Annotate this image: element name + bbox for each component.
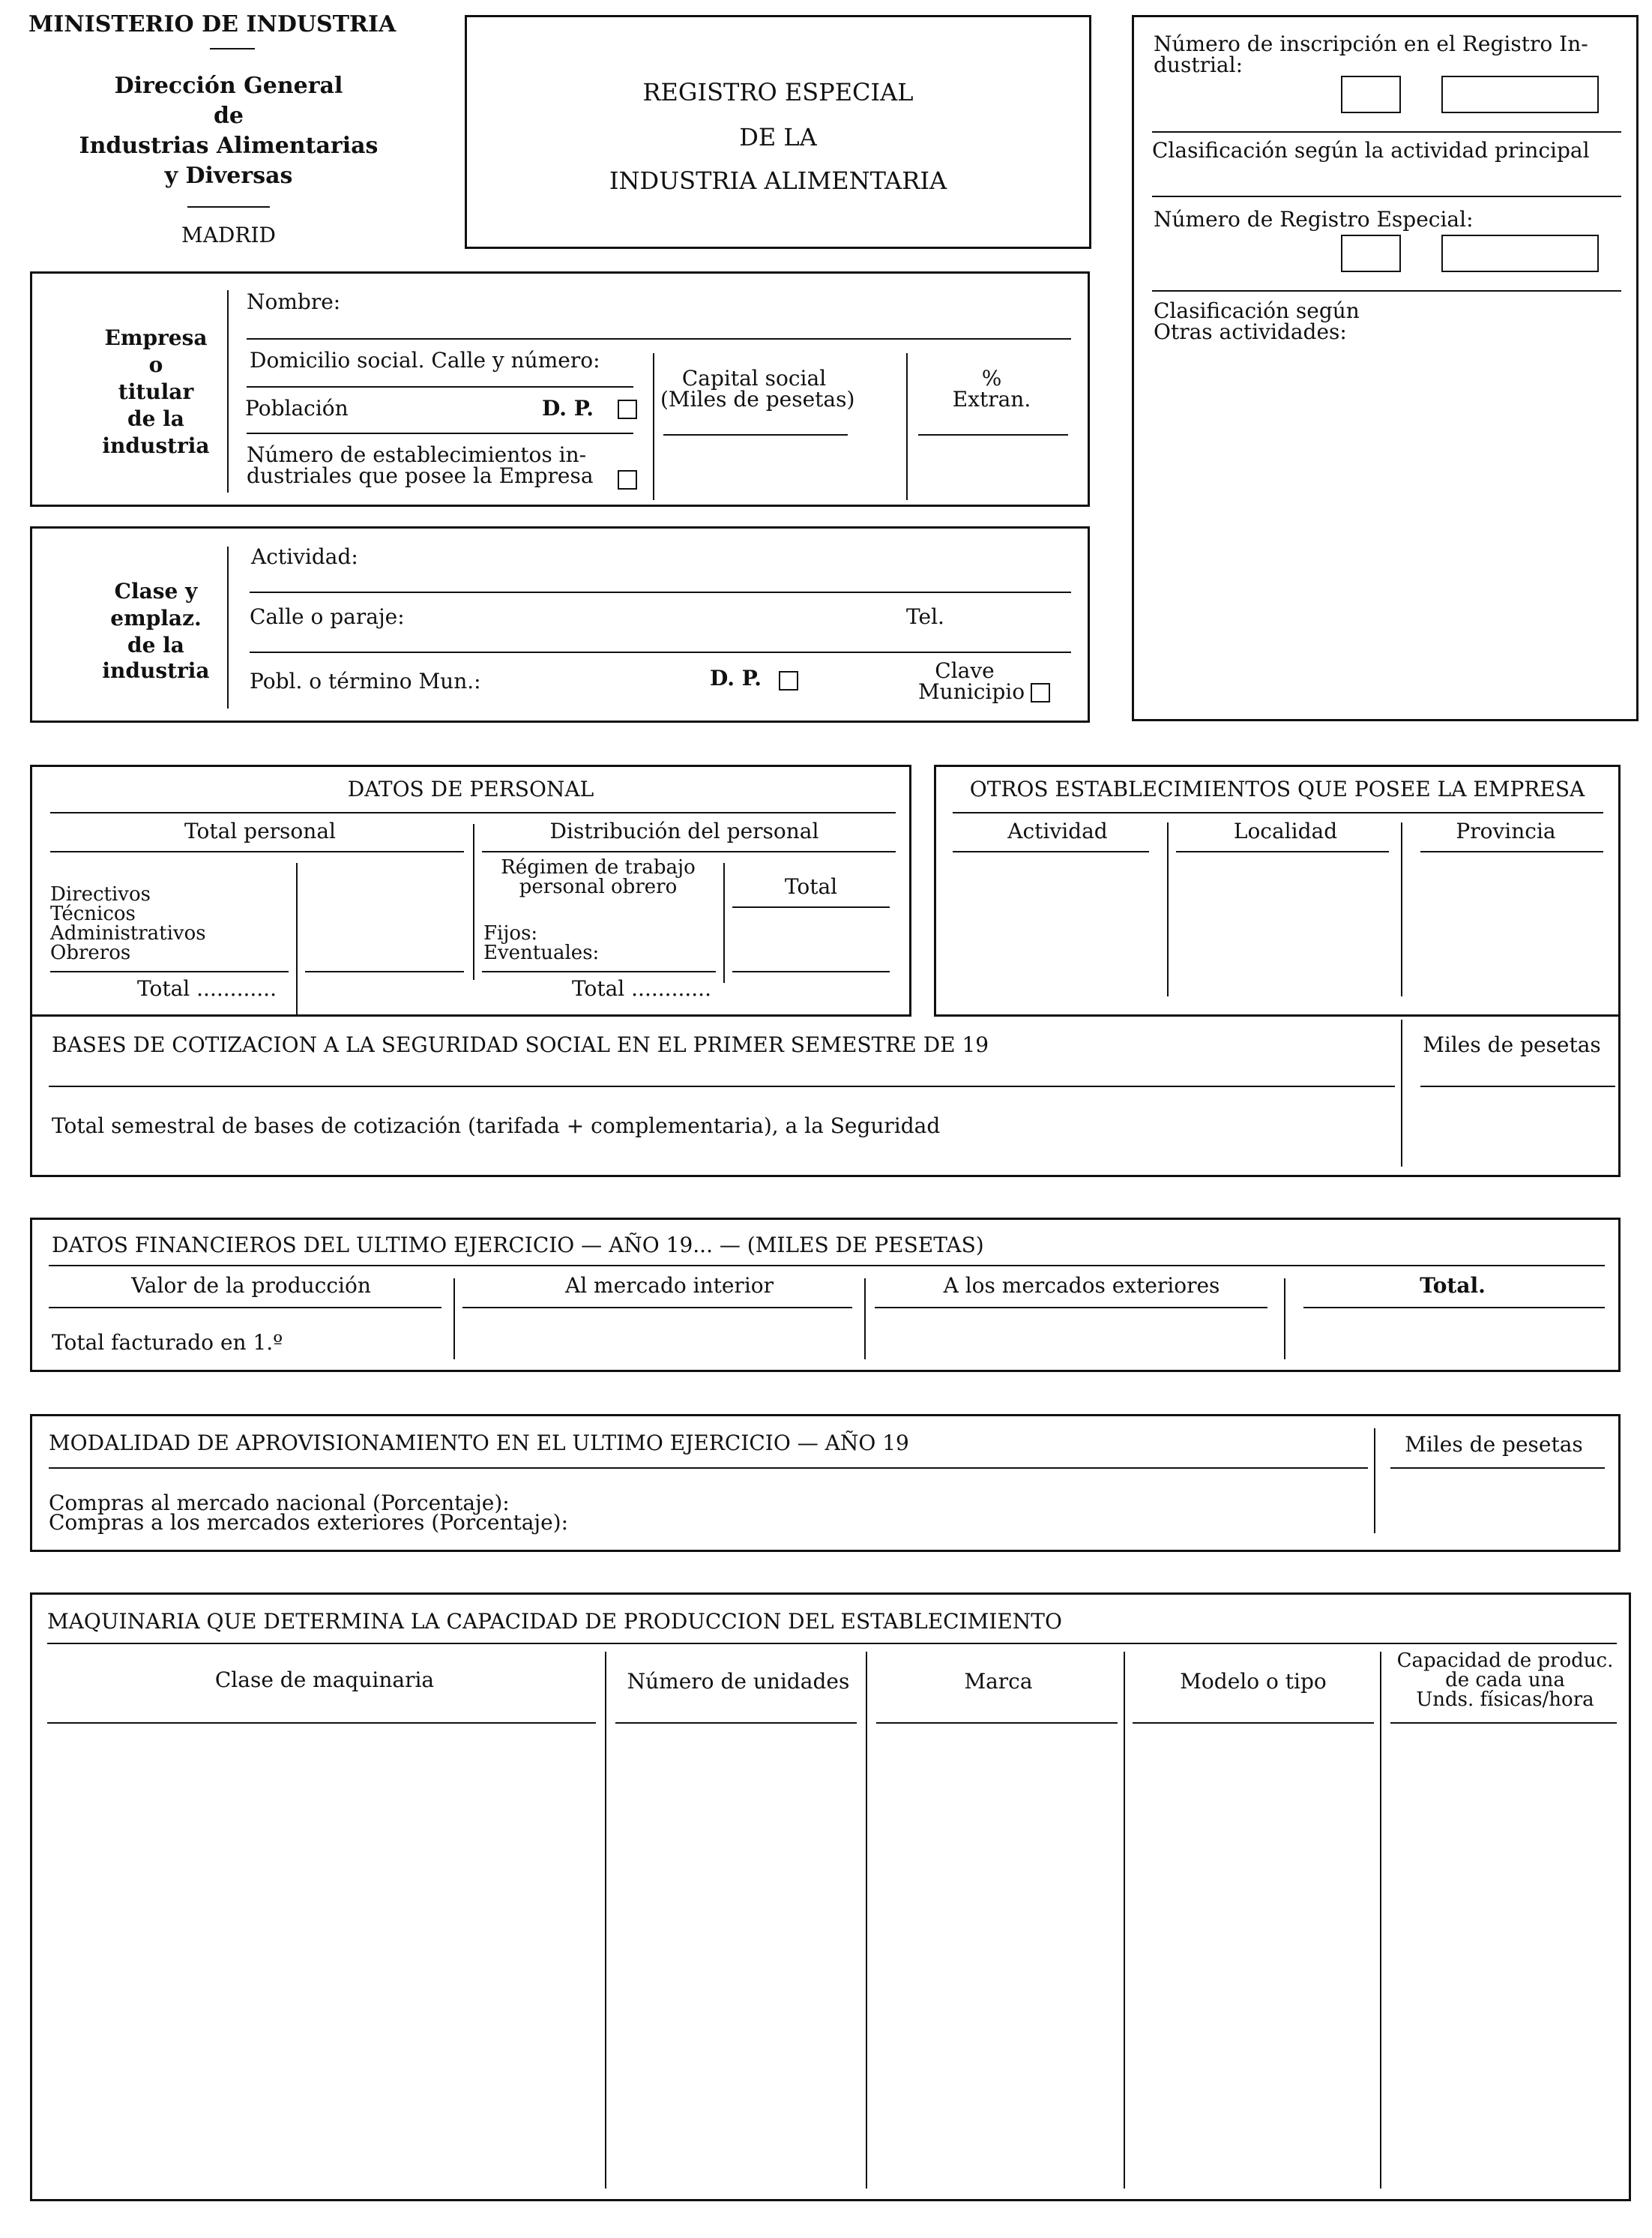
city: MADRID bbox=[181, 223, 276, 247]
ministry-name: MINISTERIO DE INDUSTRIA bbox=[28, 11, 397, 37]
capacidad-header-2: de cada una bbox=[1445, 1669, 1565, 1691]
divider bbox=[296, 863, 298, 1016]
clave-checkbox[interactable] bbox=[1031, 683, 1050, 703]
inscription-label-1: Número de inscripción en el Registro In- bbox=[1154, 31, 1588, 56]
personal-title: DATOS DE PERSONAL bbox=[347, 777, 594, 801]
financieros-section bbox=[30, 1218, 1621, 1372]
modelo-header: Modelo o tipo bbox=[1180, 1669, 1327, 1694]
tecnicos-label: Técnicos bbox=[50, 903, 136, 925]
direction-line-2: de bbox=[213, 103, 244, 129]
title-box bbox=[465, 15, 1091, 249]
divider bbox=[615, 1722, 857, 1724]
divider bbox=[1284, 1278, 1285, 1359]
divider bbox=[732, 971, 890, 972]
personal-section bbox=[30, 765, 911, 1017]
obreros-label: Obreros bbox=[50, 942, 131, 964]
calle-label: Calle o paraje: bbox=[250, 604, 405, 629]
valor-header: Valor de la producción bbox=[131, 1273, 371, 1298]
divider bbox=[227, 547, 229, 709]
clase-side-3: de la bbox=[127, 633, 184, 658]
inscription-box-small[interactable] bbox=[1341, 76, 1401, 113]
fijos-label: Fijos: bbox=[483, 922, 538, 945]
otros-provincia-header: Provincia bbox=[1456, 819, 1556, 843]
financieros-title: DATOS FINANCIEROS DEL ULTIMO EJERCICIO — AÑO 19... — (MILES DE PESETAS) bbox=[52, 1233, 984, 1257]
other-classification-label-2: Otras actividades: bbox=[1154, 319, 1347, 344]
compras-nacional-label: Compras al mercado nacional (Porcentaje): bbox=[49, 1491, 510, 1515]
bases-title: BASES DE COTIZACION A LA SEGURIDAD SOCIAL EN EL PRIMER SEMESTRE DE 19 bbox=[52, 1032, 989, 1057]
total-col-header: Total bbox=[784, 874, 838, 899]
capacidad-header-3: Unds. físicas/hora bbox=[1416, 1688, 1594, 1711]
direction-line-1: Dirección General bbox=[114, 73, 343, 99]
divider bbox=[1401, 822, 1402, 996]
divider bbox=[210, 48, 255, 49]
capacidad-header-1: Capacidad de produc. bbox=[1396, 1649, 1614, 1672]
clase-dp-checkbox[interactable] bbox=[779, 671, 798, 691]
special-number-box-large[interactable] bbox=[1441, 235, 1599, 272]
divider bbox=[953, 812, 1603, 813]
divider bbox=[723, 863, 725, 983]
divider bbox=[1390, 1722, 1617, 1724]
clase-side-4: industria bbox=[102, 658, 210, 683]
total-header: Total. bbox=[1420, 1273, 1486, 1298]
divider bbox=[1420, 1086, 1615, 1087]
clase-side-2: emplaz. bbox=[110, 606, 202, 631]
bases-miles-header: Miles de pesetas bbox=[1423, 1032, 1601, 1057]
poblacion-dp-checkbox[interactable] bbox=[618, 400, 637, 419]
divider bbox=[864, 1278, 866, 1359]
empresa-section bbox=[30, 271, 1090, 507]
divider bbox=[47, 1643, 1617, 1644]
divider bbox=[50, 971, 289, 972]
total-left-label: Total ............ bbox=[137, 976, 277, 1001]
divider bbox=[653, 353, 654, 500]
divider bbox=[50, 812, 896, 813]
eventuales-label: Eventuales: bbox=[483, 942, 600, 964]
direction-line-3: Industrias Alimentarias bbox=[79, 133, 379, 159]
domicilio-label: Domicilio social. Calle y número: bbox=[250, 348, 600, 373]
pobl-label: Pobl. o término Mun.: bbox=[250, 669, 481, 694]
clase-section bbox=[30, 526, 1090, 723]
empresa-side-3: titular bbox=[118, 379, 194, 404]
divider bbox=[732, 906, 890, 908]
nombre-line bbox=[247, 338, 1071, 340]
exteriores-header: A los mercados exteriores bbox=[943, 1273, 1220, 1298]
registry-panel bbox=[1132, 15, 1639, 721]
divider bbox=[875, 1307, 1267, 1308]
divider bbox=[1380, 1652, 1381, 2189]
divider bbox=[305, 971, 464, 972]
otros-localidad-header: Localidad bbox=[1233, 819, 1338, 843]
divider bbox=[1167, 822, 1169, 996]
poblacion-dp-label: D. P. bbox=[542, 396, 594, 421]
clave-label-1: Clave bbox=[935, 658, 995, 683]
clase-dp-label: D. P. bbox=[710, 666, 762, 691]
divider bbox=[453, 1278, 455, 1359]
poblacion-label: Población bbox=[245, 396, 349, 421]
bases-section bbox=[30, 1015, 1621, 1177]
divider bbox=[866, 1652, 867, 2189]
divider bbox=[49, 1265, 1605, 1266]
special-number-label: Número de Registro Especial: bbox=[1154, 207, 1474, 232]
percent-label-1: % bbox=[981, 366, 1002, 391]
divider bbox=[482, 851, 896, 852]
aprovisionamiento-section bbox=[30, 1414, 1621, 1552]
title-line-3: INDUSTRIA ALIMENTARIA bbox=[609, 166, 947, 195]
maquinaria-title: MAQUINARIA QUE DETERMINA LA CAPACIDAD DE PRODUCCION DEL ESTABLECIMIENTO bbox=[47, 1609, 1062, 1634]
divider bbox=[1420, 851, 1603, 852]
inscription-label-2: dustrial: bbox=[1154, 52, 1243, 77]
regimen-label-2: personal obrero bbox=[519, 876, 678, 898]
empresa-side-2: o bbox=[148, 352, 163, 377]
aprovisionamiento-miles-header: Miles de pesetas bbox=[1405, 1432, 1583, 1457]
interior-header: Al mercado interior bbox=[564, 1273, 774, 1298]
unidades-header: Número de unidades bbox=[627, 1669, 850, 1694]
aprovisionamiento-title: MODALIDAD DE APROVISIONAMIENTO EN EL ULTIMO EJERCICIO — AÑO 19 bbox=[49, 1431, 909, 1455]
title-line-1: REGISTRO ESPECIAL bbox=[642, 78, 914, 106]
other-classification-label-1: Clasificación según bbox=[1154, 298, 1360, 323]
classification-main-label: Clasificación según la actividad principal bbox=[1152, 138, 1590, 163]
otros-section bbox=[934, 765, 1621, 1017]
marca-header: Marca bbox=[964, 1669, 1033, 1694]
percent-line bbox=[918, 434, 1068, 436]
calle-line bbox=[250, 652, 1071, 653]
maquinaria-section bbox=[30, 1592, 1631, 2201]
divider bbox=[1133, 1722, 1374, 1724]
special-number-box-small[interactable] bbox=[1341, 235, 1401, 272]
divider bbox=[1390, 1467, 1605, 1469]
inscription-box-large[interactable] bbox=[1441, 76, 1599, 113]
divider bbox=[49, 1086, 1395, 1087]
capital-line bbox=[663, 434, 848, 436]
divider bbox=[187, 206, 270, 208]
divider bbox=[906, 353, 908, 500]
divider bbox=[47, 1722, 596, 1724]
capital-label-2: (Miles de pesetas) bbox=[660, 387, 855, 412]
num-estab-label-2: dustriales que posee la Empresa bbox=[247, 463, 594, 488]
divider bbox=[462, 1307, 852, 1308]
capital-label-1: Capital social bbox=[681, 366, 827, 391]
divider bbox=[1152, 196, 1621, 197]
otros-actividad-header: Actividad bbox=[1007, 819, 1108, 843]
divider bbox=[482, 971, 716, 972]
divider bbox=[1401, 1020, 1402, 1167]
divider bbox=[1152, 131, 1621, 133]
divider bbox=[1124, 1652, 1125, 2189]
divider bbox=[49, 1307, 441, 1308]
clase-side-1: Clase y bbox=[114, 579, 198, 604]
nombre-label: Nombre: bbox=[247, 289, 341, 314]
num-estab-checkbox[interactable] bbox=[618, 470, 637, 490]
divider bbox=[227, 290, 229, 493]
divider bbox=[1152, 290, 1621, 292]
num-estab-label-1: Número de establecimientos in- bbox=[247, 442, 587, 467]
regimen-label-1: Régimen de trabajo bbox=[501, 856, 696, 879]
distribucion-header: Distribución del personal bbox=[549, 819, 819, 843]
direction-line-4: y Diversas bbox=[164, 163, 293, 189]
otros-title: OTROS ESTABLECIMIENTOS QUE POSEE LA EMPRESA bbox=[969, 777, 1585, 801]
divider bbox=[1176, 851, 1389, 852]
divider bbox=[876, 1722, 1118, 1724]
divider bbox=[473, 824, 474, 980]
divider bbox=[953, 851, 1149, 852]
divider bbox=[605, 1652, 606, 2189]
facturado-label: Total facturado en 1.º bbox=[52, 1330, 283, 1355]
empresa-side-4: de la bbox=[127, 406, 184, 431]
domicilio-line bbox=[247, 386, 633, 388]
empresa-side-1: Empresa bbox=[104, 325, 208, 350]
actividad-label: Actividad: bbox=[251, 544, 358, 569]
divider bbox=[1303, 1307, 1605, 1308]
divider bbox=[1374, 1428, 1375, 1533]
compras-exteriores-label: Compras a los mercados exteriores (Porcentaje): bbox=[49, 1510, 569, 1535]
directivos-label: Directivos bbox=[50, 883, 151, 906]
total-personal-header: Total personal bbox=[184, 819, 336, 843]
total-right-label: Total ............ bbox=[572, 976, 711, 1001]
clase-maquinaria-header: Clase de maquinaria bbox=[214, 1667, 435, 1692]
bases-total-label: Total semestral de bases de cotización (tarifada + complementaria), a la Seguridad bbox=[52, 1113, 941, 1138]
actividad-line bbox=[250, 592, 1071, 593]
title-line-2: DE LA bbox=[739, 123, 817, 151]
percent-label-2: Extran. bbox=[952, 387, 1031, 412]
clave-label-2: Municipio bbox=[918, 679, 1025, 704]
divider bbox=[50, 851, 464, 852]
poblacion-line bbox=[247, 433, 633, 434]
tel-label: Tel. bbox=[906, 604, 944, 629]
empresa-side-5: industria bbox=[102, 433, 210, 458]
divider bbox=[49, 1467, 1368, 1469]
administrativos-label: Administrativos bbox=[50, 922, 206, 945]
